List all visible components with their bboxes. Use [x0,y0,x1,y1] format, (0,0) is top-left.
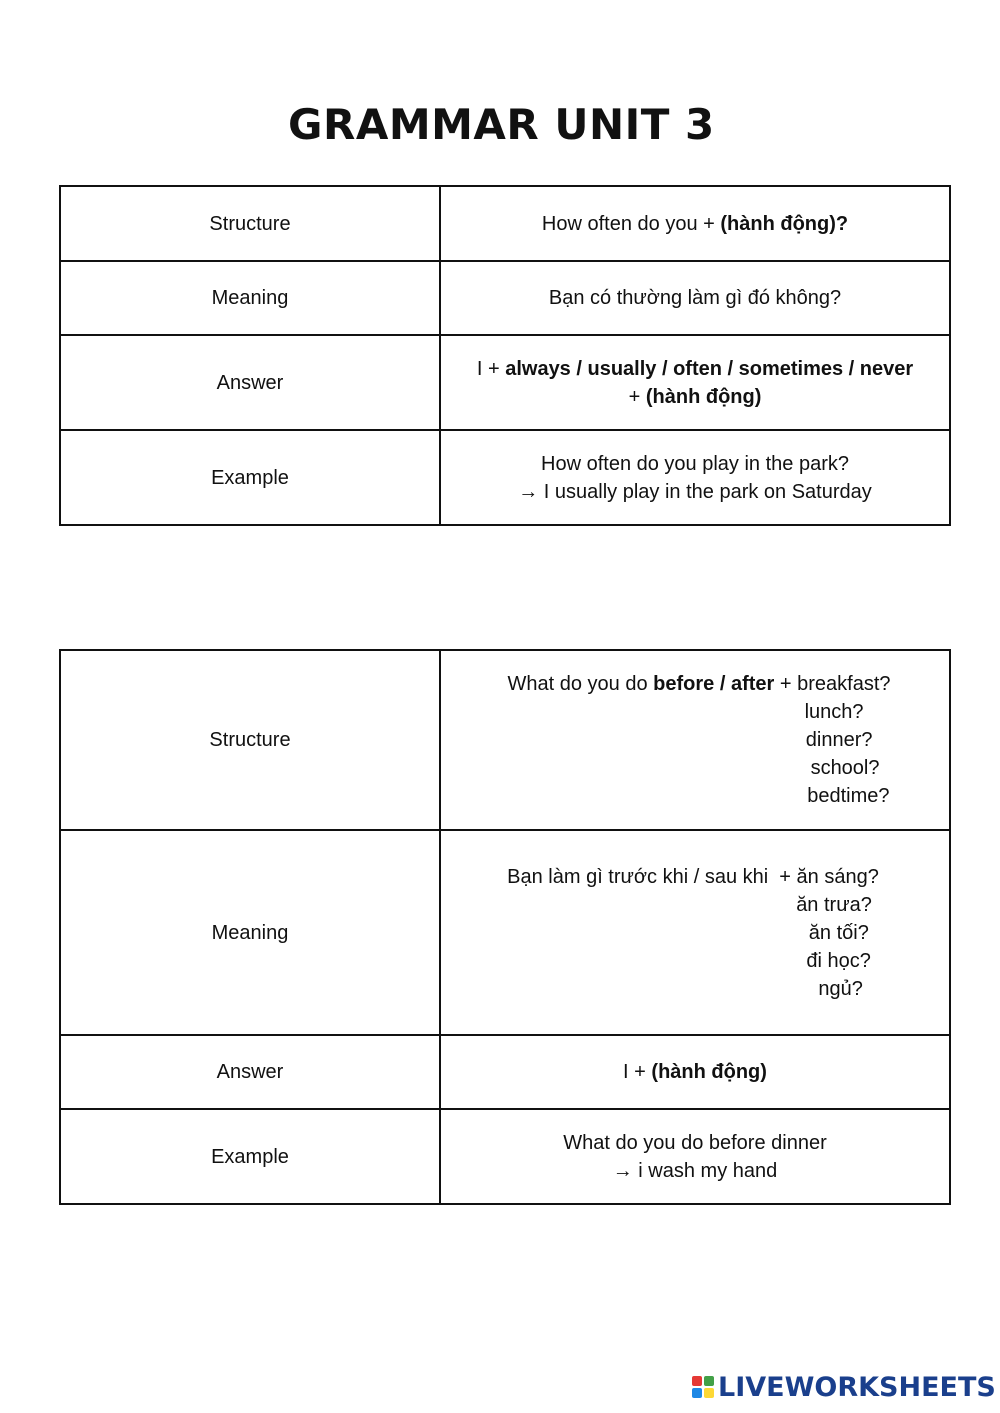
table-row [60,430,950,525]
option-item: đi học? [806,949,871,972]
row-label: Answer [60,335,440,430]
example-cell: What do you do before dinner → i wash my hand [440,1109,950,1204]
table-row [60,261,950,335]
option-item: ăn trưa? [796,893,872,916]
structure-cell: How often do you + (hành động)? [440,186,950,261]
row-label: Answer [60,1035,440,1109]
answer-cell: I + always / usually / often / sometimes / never + (hành động) [440,335,950,430]
option-item: lunch? [804,701,864,723]
liveworksheets-logo [692,1372,996,1402]
page-title: GRAMMAR UNIT 3 [288,100,715,149]
structure-cell: What do you do before / after + breakfast? lunch? dinner? school? bedtime? [440,650,950,830]
table-row [60,335,950,430]
meaning-cell: Bạn có thường làm gì đó không? [440,261,950,335]
table-row [60,1109,950,1204]
option-item: bedtime? [807,785,890,807]
liveworksheets-logo-icon [692,1376,714,1398]
option-item: ngủ? [818,977,863,1000]
row-label: Meaning [60,261,440,335]
option-item: school? [810,757,880,779]
row-label: Structure [60,186,440,261]
row-label: Meaning [60,830,440,1035]
grammar-table-2 [59,649,951,1205]
option-item: dinner? [805,729,873,751]
answer-cell: I + (hành động) [440,1035,950,1109]
table-row [60,650,950,830]
row-label: Example [60,1109,440,1204]
table-row [60,830,950,1035]
example-cell: How often do you play in the park? → I usually play in the park on Saturday [440,430,950,525]
meaning-cell: Bạn làm gì trước khi / sau khi + ăn sáng? ăn trưa? ăn tối? đi học? ngủ? [440,830,950,1035]
brand-name: LIVEWORKSHEETS [718,1371,996,1403]
option-item: ăn tối? [808,921,869,944]
table-row [60,186,950,261]
row-label: Example [60,430,440,525]
table-row [60,1035,950,1109]
row-label: Structure [60,650,440,830]
grammar-table-1 [59,185,951,526]
